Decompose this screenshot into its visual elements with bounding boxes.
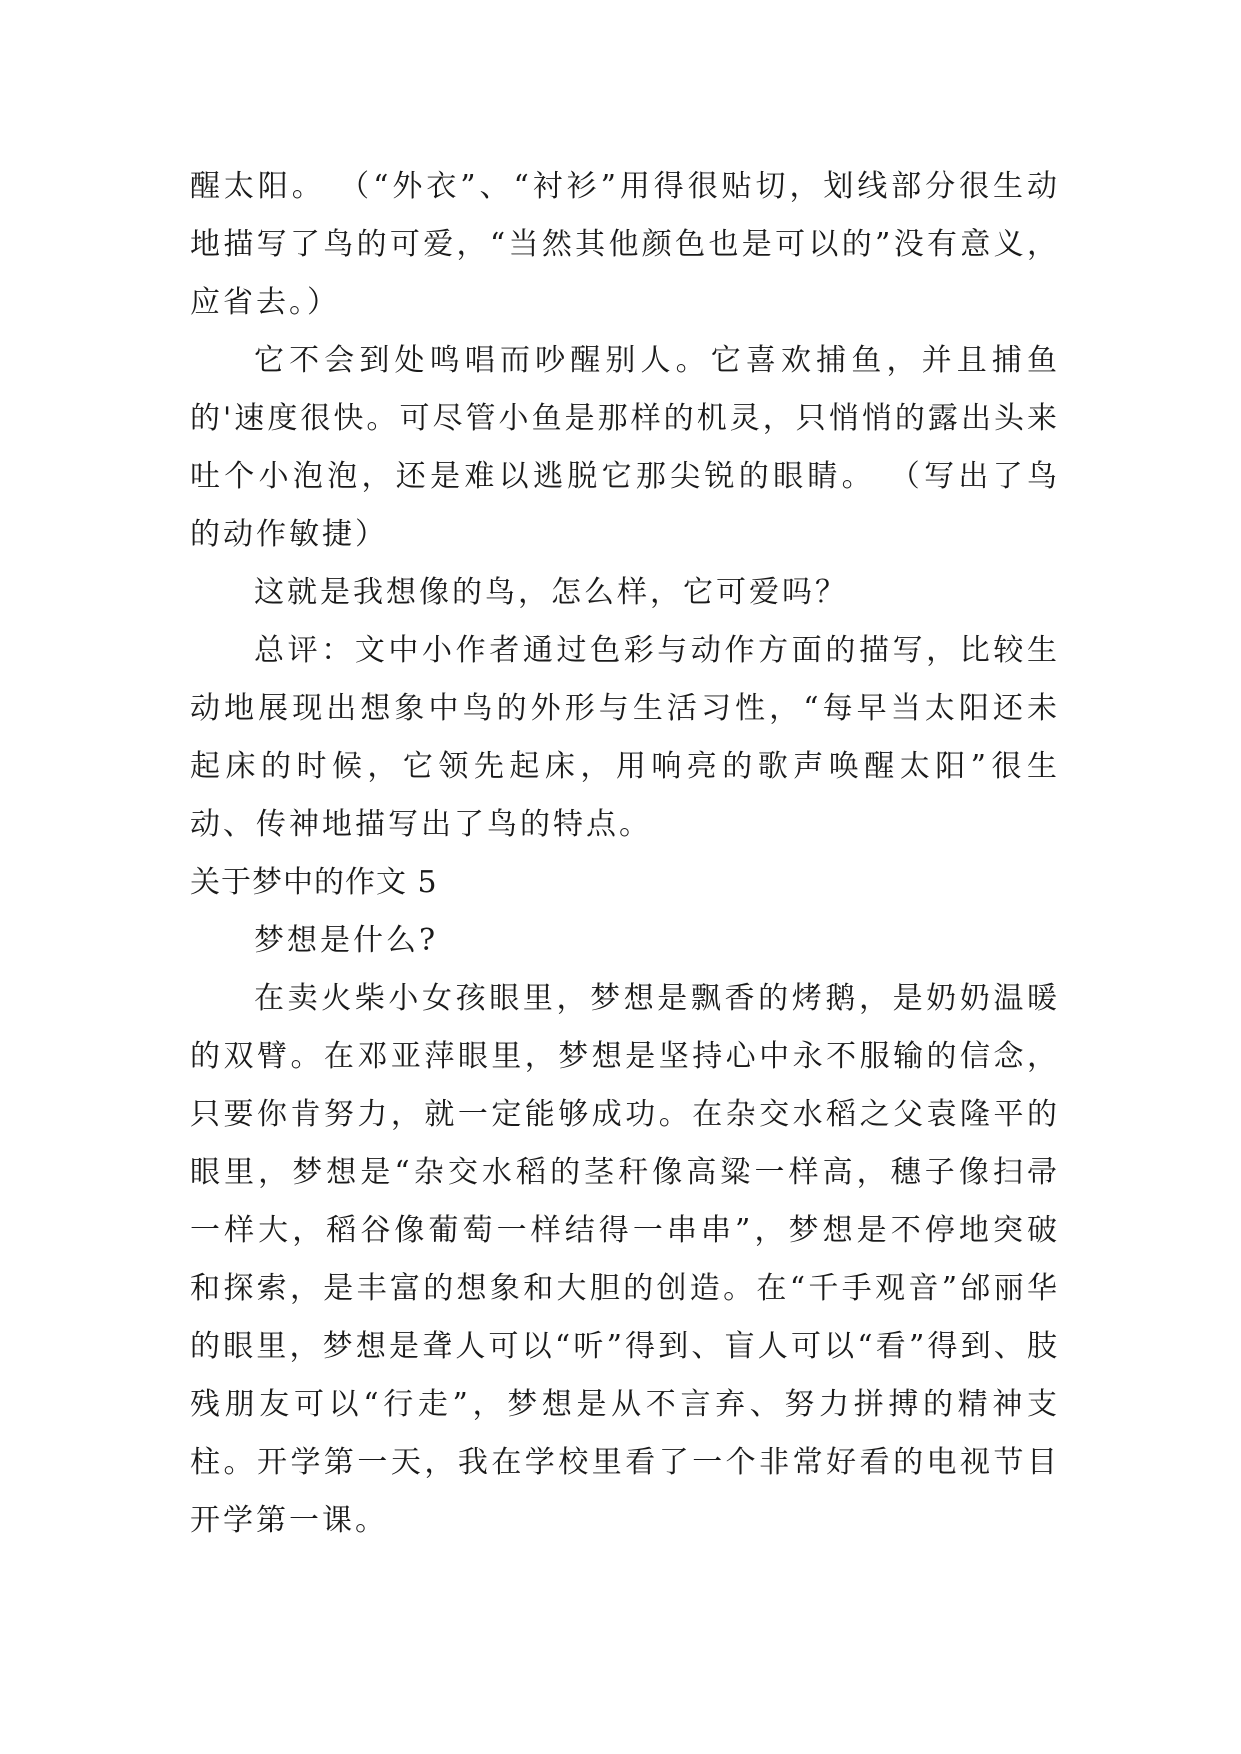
paragraph-3: 这就是我想像的鸟，怎么样，它可爱吗？ (254, 575, 848, 610)
paragraph-6: 在卖火柴小女孩眼里，梦想是飘香的烤鹅，是奶奶温暖的双臂。在邓亚萍眼里，梦想是坚持心中永不服输的信念，只要你肯努力，就一定能够成功。在杂交水稻之父袁隆平的眼里，梦想是“杂交水稻的茎秆像高粱一样高，穗子像扫帚一样大，稻谷像葡萄一样结得一串串”，梦想是不停地突破和探索，是丰富的想象和大胆的创造。在“千手观音”邰丽华的眼里，梦想是聋人可以“听”得到、盲人可以“看”得到、肢残朋友可以“行走”，梦想是从不言弃、努力拼搏的精神支柱。开学第一天，我在学校里看了一个非常好看的电视节目开学第一课。 (190, 981, 1060, 1538)
paragraph-2: 它不会到处鸣唱而吵醒别人。它喜欢捕鱼，并且捕鱼的'速度很快。可尽管小鱼是那样的机灵，只悄悄的露出头来吐个小泡泡，还是难以逃脱它那尖锐的眼睛。 （写出了鸟的动作敏捷） (190, 343, 1060, 552)
section-heading: 关于梦中的作文 5 (190, 865, 438, 900)
paragraph-4: 总评：文中小作者通过色彩与动作方面的描写，比较生动地展现出想象中鸟的外形与生活习性，“每早当太阳还未起床的时候，它领先起床，用响亮的歌声唤醒太阳”很生动、传神地描写出了鸟的特点。 (190, 633, 1060, 842)
paragraph-1: 醒太阳。 （“外衣”、“衬衫”用得很贴切，划线部分很生动地描写了鸟的可爱，“当然其他颜色也是可以的”没有意义，应省去。） (190, 169, 1060, 320)
document-body (190, 158, 1060, 1550)
paragraph-5: 梦想是什么? (254, 923, 439, 958)
